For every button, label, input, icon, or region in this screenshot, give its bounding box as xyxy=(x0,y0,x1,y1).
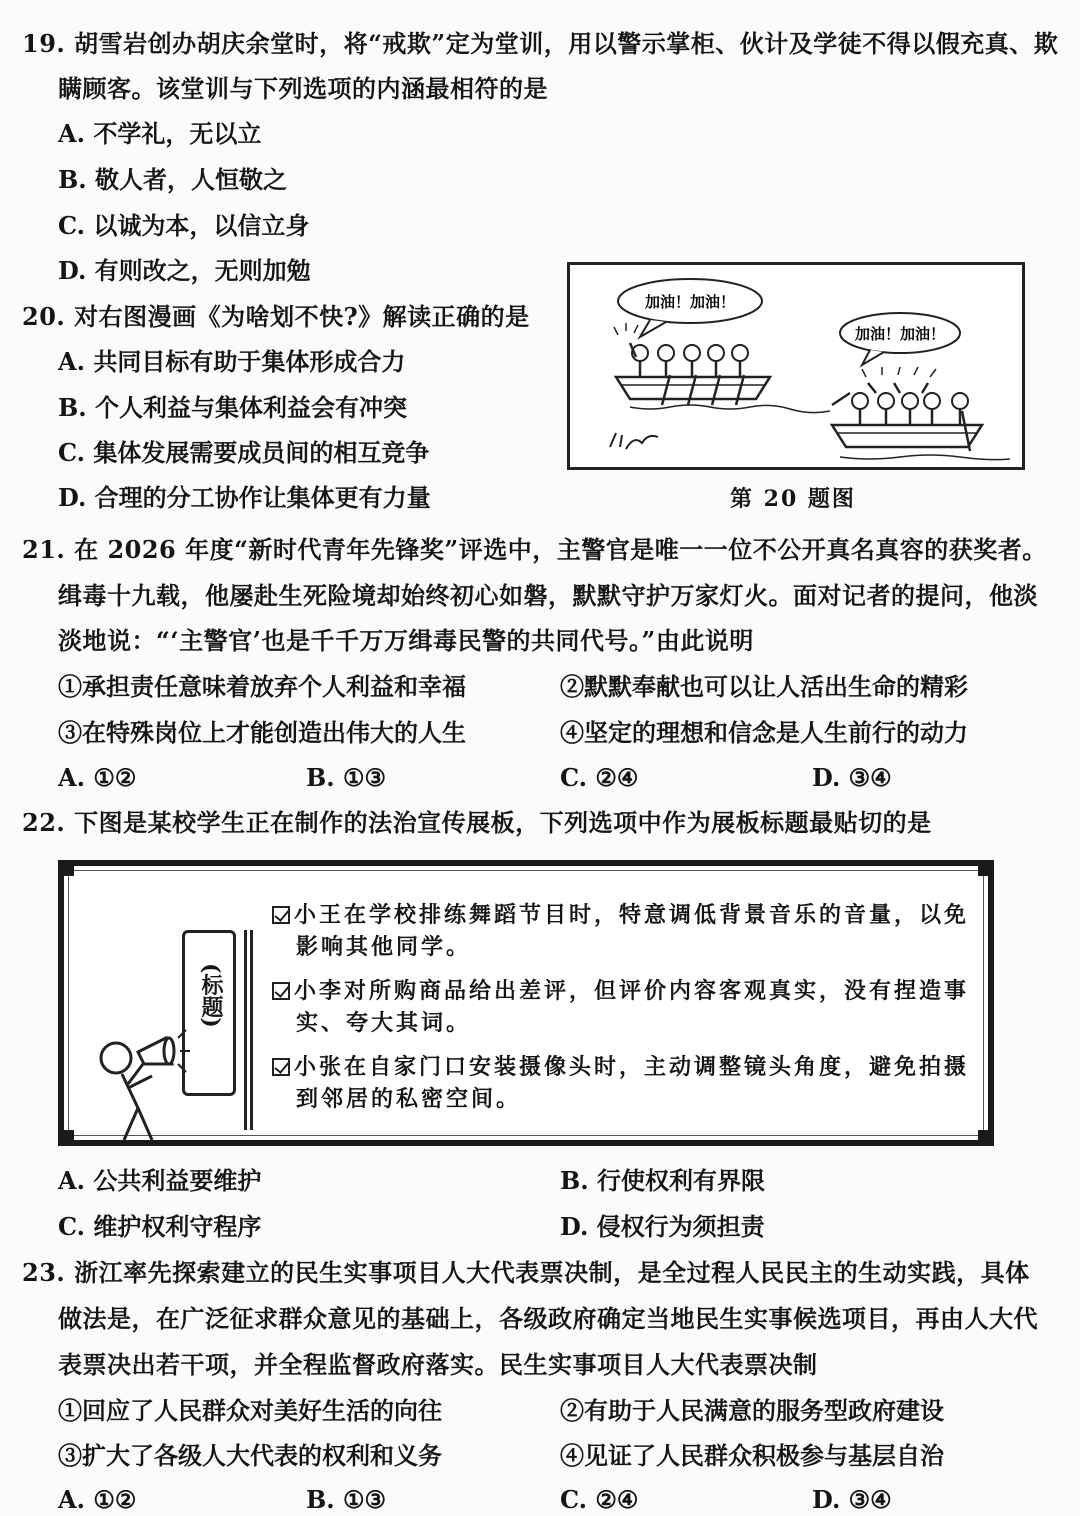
q21-stem-line-2: 缉毒十九载，他屡赴生死险境却始终初心如磐，默默守护万家灯火。面对记者的提问，他淡 xyxy=(58,581,1038,610)
q21-item-1: ①承担责任意味着放弃个人利益和幸福 xyxy=(58,672,466,701)
q23-stem-line-3: 表票决出若干项，并全程监督政府落实。民生实事项目人大代表票决制 xyxy=(58,1350,818,1379)
q21-option-d[interactable]: D. ③④ xyxy=(812,763,892,792)
q23-stem-line-1: 23. 浙江率先探索建立的民生实事项目人大代表票决制，是全过程人民民主的生动实践，具体 xyxy=(22,1258,1030,1287)
board-title-placeholder xyxy=(182,930,236,1096)
board-item-2 xyxy=(272,974,969,1008)
board-item-2-line-2: 实、夸大其词。 xyxy=(296,1010,472,1036)
q23-option-a[interactable]: A. ①② xyxy=(58,1485,137,1514)
board-corner xyxy=(978,860,994,876)
q19-stem-line-1: 19. 胡雪岩创办胡庆余堂时，将“戒欺”定为堂训，用以警示掌柜、伙计及学徒不得以假充真、欺 xyxy=(22,29,1059,58)
q22-option-d[interactable]: D. 侵权行为须担责 xyxy=(560,1212,765,1241)
q23-option-c[interactable]: C. ②④ xyxy=(560,1485,639,1514)
q22-stem: 22. 下图是某校学生正在制作的法治宣传展板，下列选项中作为展板标题最贴切的是 xyxy=(22,808,932,837)
q19-option-c[interactable]: C. 以诚为本，以信立身 xyxy=(58,211,310,240)
board-title-text: (标题) xyxy=(198,963,224,1028)
q23-item-3: ③扩大了各级人大代表的权利和义务 xyxy=(58,1441,442,1470)
q23-option-b[interactable]: B. ①③ xyxy=(306,1485,387,1514)
q20-option-a[interactable]: A. 共同目标有助于集体形成合力 xyxy=(58,347,406,376)
q21-option-b[interactable]: B. ①③ xyxy=(306,763,387,792)
q20-option-d[interactable]: D. 合理的分工协作让集体更有力量 xyxy=(58,483,431,512)
q20-option-b[interactable]: B. 个人利益与集体利益会有冲突 xyxy=(58,393,407,422)
megaphone-figure-icon xyxy=(94,1016,194,1146)
bubble-1-text: 加油！加油！ xyxy=(644,293,736,311)
q21-stem-line-1: 21. 在 2026 年度“新时代青年先锋奖”评选中，主警官是唯一一位不公开真名真容的获奖者。 xyxy=(22,535,1047,564)
board-corner xyxy=(978,1130,994,1146)
q22-option-a[interactable]: A. 公共利益要维护 xyxy=(58,1166,262,1195)
q19-option-d[interactable]: D. 有则改之，无则加勉 xyxy=(58,256,311,285)
publicity-board xyxy=(58,860,994,1146)
q23-option-d[interactable]: D. ③④ xyxy=(812,1485,892,1514)
board-corner xyxy=(58,1130,74,1146)
board-divider xyxy=(250,930,253,1130)
checkbox-checked-icon xyxy=(272,1058,290,1076)
cartoon-drawing xyxy=(570,265,1022,467)
board-item-3-line-2: 到邻居的私密空间。 xyxy=(296,1086,522,1112)
checkbox-checked-icon xyxy=(272,982,290,1000)
q21-stem-line-3: 淡地说：“‘主警官’也是千千万万缉毒民警的共同代号。”由此说明 xyxy=(58,626,754,655)
figure-20-caption: 第 20 题图 xyxy=(730,486,856,512)
q19-option-b[interactable]: B. 敬人者，人恒敬之 xyxy=(58,165,287,194)
board-item-1 xyxy=(272,898,969,932)
board-item-2-line-1: 小李对所购商品给出差评，但评价内容客观真实，没有捏造事 xyxy=(294,978,970,1004)
board-corner xyxy=(58,860,74,876)
q23-item-2: ②有助于人民满意的服务型政府建设 xyxy=(560,1396,944,1425)
board-item-1-line-2: 影响其他同学。 xyxy=(296,934,472,960)
q22-option-c[interactable]: C. 维护权利守程序 xyxy=(58,1212,262,1241)
q20-option-c[interactable]: C. 集体发展需要成员间的相互竞争 xyxy=(58,438,430,467)
q23-item-4: ④见证了人民群众积极参与基层自治 xyxy=(560,1441,944,1470)
q23-item-1: ①回应了人民群众对美好生活的向往 xyxy=(58,1396,442,1425)
q21-item-2: ②默默奉献也可以让人活出生命的精彩 xyxy=(560,672,968,701)
q23-stem-line-2: 做法是，在广泛征求群众意见的基础上，各级政府确定当地民生实事候选项目，再由人大代 xyxy=(58,1304,1038,1333)
q20-stem: 20. 对右图漫画《为啥划不快?》解读正确的是 xyxy=(22,302,530,331)
bubble-2-text: 加油！加油！ xyxy=(854,325,946,343)
board-item-1-line-1: 小王在学校排练舞蹈节目时，特意调低背景音乐的音量，以免 xyxy=(294,902,970,928)
q21-item-4: ④坚定的理想和信念是人生前行的动力 xyxy=(560,718,968,747)
q21-option-c[interactable]: C. ②④ xyxy=(560,763,639,792)
q19-stem-line-2: 瞒顾客。该堂训与下列选项的内涵最相符的是 xyxy=(58,74,548,103)
board-divider xyxy=(244,930,247,1130)
board-item-3 xyxy=(272,1050,969,1084)
q21-option-a[interactable]: A. ①② xyxy=(58,763,137,792)
q22-option-b[interactable]: B. 行使权利有界限 xyxy=(560,1166,765,1195)
q21-item-3: ③在特殊岗位上才能创造出伟大的人生 xyxy=(58,718,466,747)
q19-option-a[interactable]: A. 不学礼，无以立 xyxy=(58,119,262,148)
board-item-3-line-1: 小张在自家门口安装摄像头时，主动调整镜头角度，避免拍摄 xyxy=(294,1054,970,1080)
rowing-cartoon xyxy=(567,262,1025,470)
checkbox-checked-icon xyxy=(272,906,290,924)
